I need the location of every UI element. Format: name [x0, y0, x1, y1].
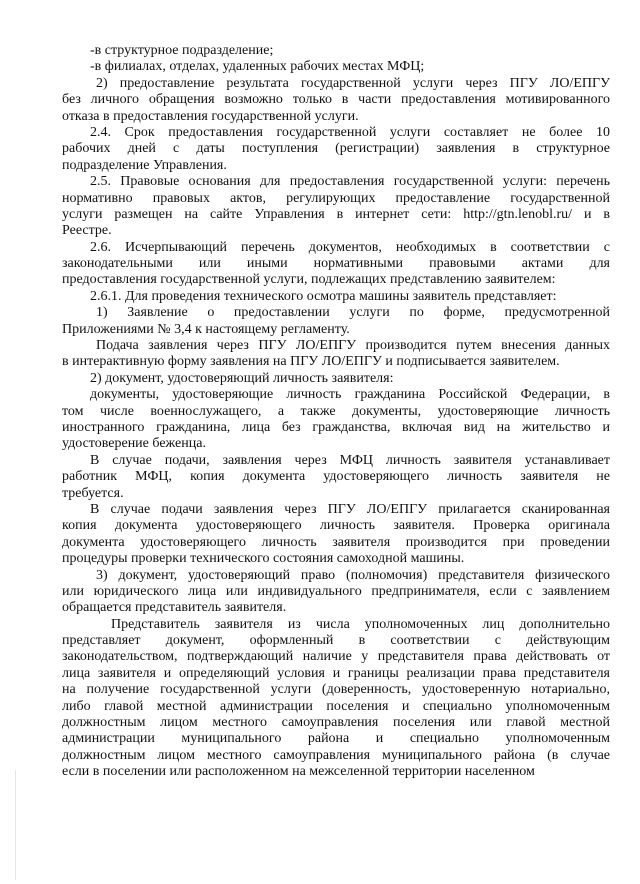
text-line: 2.6. Исчерпывающий перечень документов, необходимых в соответствии с — [90, 239, 610, 255]
paragraph — [62, 305, 610, 338]
paragraph — [62, 76, 610, 125]
text-line: законодательными или иными нормативными правовыми актами для — [62, 256, 610, 272]
text-line: либо главой местной администрации поселения и специально уполномоченным — [62, 698, 610, 714]
text-line: без личного обращения возможно только в части предоставления мотивированного — [62, 92, 610, 108]
paragraph — [62, 240, 610, 289]
paragraph — [62, 453, 610, 502]
text-line: В случае подачи, заявления через МФЦ личность заявителя устанавливает — [90, 452, 610, 468]
text-line: В случае подачи заявления через ПГУ ЛО/ЕПГУ прилагается сканированная — [90, 501, 610, 517]
text-line: услуги размещен на сайте Управления в интернет сети: http://gtn.lenobl.ru/ и в — [62, 206, 610, 222]
text-line: 2.6.1. Для проведения технического осмотра машины заявитель представляет: — [90, 288, 557, 304]
text-line: администрации муниципального района и специально уполномоченным — [62, 731, 610, 747]
paragraph — [62, 502, 610, 568]
text-line: отказа в предоставления государственной услуги. — [62, 108, 359, 124]
text-line: -в структурное подразделение; — [90, 43, 274, 58]
paragraph — [62, 174, 610, 240]
paragraph — [62, 125, 610, 174]
text-line: должностным лицом местного самоуправления муниципального района (в случае — [62, 747, 610, 763]
text-line: 2.5. Правовые основания для предоставления государственной услуги: перечень — [90, 174, 610, 190]
text-line: копия документа удостоверяющего личность заявителя. Проверка оригинала — [62, 518, 610, 534]
text-line: требуется. — [62, 485, 124, 501]
text-line: 2.4. Срок предоставления государственной услуги составляет не более 10 — [90, 124, 610, 140]
paragraph — [62, 387, 610, 453]
text-line: или юридического лица или индивидуального предпринимателя, если с заявлением — [62, 583, 610, 599]
text-line: 2) документ, удостоверяющий личность заявителя: — [90, 370, 394, 386]
text-line: иностранного гражданина, лица без гражданства, включая вид на жительство и — [62, 419, 610, 435]
text-line: -в филиалах, отделах, удаленных рабочих местах МФЦ; — [90, 59, 425, 75]
text-line: Приложениями № 3,4 к настоящему регламенту. — [62, 321, 350, 337]
text-line: процедуры проверки технического состояния самоходной машины. — [62, 551, 465, 567]
text-line: 2) предоставление результата государственной услуги через ПГУ ЛО/ЕПГУ — [96, 75, 610, 91]
text-line: предоставления государственной услуги, подлежащих представлению заявителем: — [62, 272, 556, 288]
text-line: законодательством, подтверждающий наличие у представителя права действовать от — [62, 649, 610, 665]
text-line: представляет документ, оформленный в соответствии с действующим — [62, 633, 610, 649]
text-line: должностным лицом местного самоуправления поселения или главой местной — [62, 715, 610, 731]
text-line: Реестре. — [62, 223, 112, 239]
text-line: Представитель заявителя из числа уполномоченных лиц дополнительно — [111, 616, 610, 632]
text-line: в интерактивную форму заявления на ПГУ ЛО/ЕПГУ и подписывается заявителем. — [62, 354, 560, 370]
paragraph — [62, 617, 610, 781]
text-line: работник МФЦ, копия документа удостоверяющего личность заявителя не — [62, 469, 610, 485]
text-line: 3) документ, удостоверяющий право (полномочия) представителя физического — [96, 567, 610, 583]
scan-artifact — [15, 770, 16, 880]
paragraph — [62, 338, 610, 371]
text-line: нормативно правовых актов, регулирующих предоставление государственной — [62, 190, 610, 206]
paragraph — [62, 289, 610, 305]
paragraph — [62, 371, 610, 387]
paragraph — [62, 43, 610, 59]
paragraph — [62, 568, 610, 617]
paragraph — [62, 59, 610, 75]
text-line: обращается представитель заявителя. — [62, 600, 287, 616]
text-line: документа удостоверяющего личность заявителя производится при проведении — [62, 534, 610, 550]
text-line: лица заявителя и определяющий условия и границы реализации права представителя — [62, 665, 610, 681]
text-line: 1) Заявление о предоставлении услуги по форме, предусмотренной — [96, 305, 610, 321]
text-line: документы, удостоверяющие личность гражданина Российской Федерации, в — [90, 387, 610, 403]
text-line: удостоверение беженца. — [62, 436, 206, 452]
text-line: том числе военнослужащего, а также документы, удостоверяющие личность — [62, 403, 610, 419]
text-line: подразделение Управления. — [62, 157, 227, 173]
text-line: если в поселении или расположенном на межселенной территории населенном — [62, 764, 535, 780]
document-body — [62, 43, 610, 781]
text-line: Подача заявления через ПГУ ЛО/ЕПГУ производится путем внесения данных — [96, 338, 610, 354]
text-line: на получение государственной услуги (доверенность, удостоверенную нотариально, — [62, 682, 610, 698]
text-line: рабочих дней с даты поступления (регистрации) заявления в структурное — [62, 141, 610, 157]
